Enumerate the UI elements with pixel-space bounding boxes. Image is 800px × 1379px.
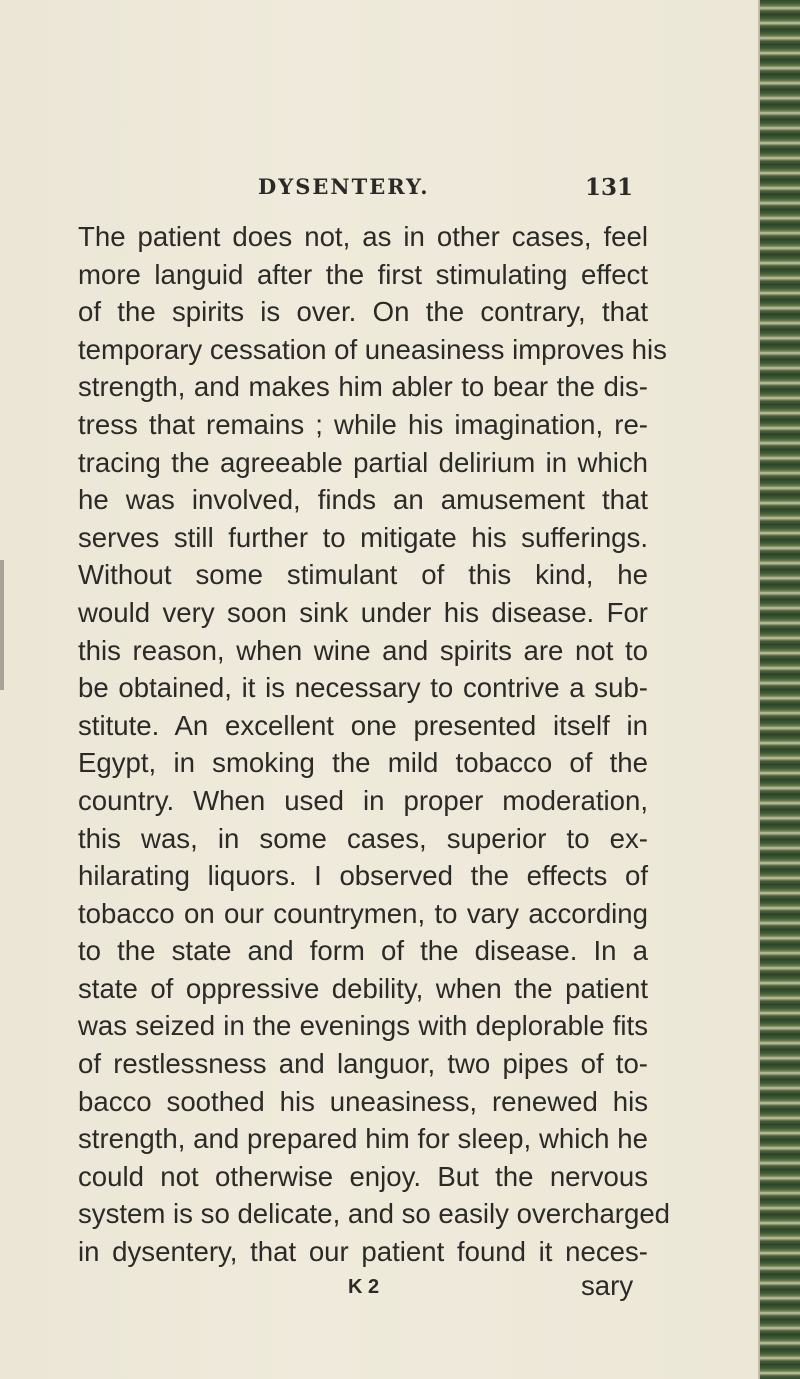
running-head-title: DYSENTERY. [258, 174, 430, 199]
text-line: of restlessness and languor, two pipes of to- [78, 1048, 648, 1080]
text-line: this was, in some cases, superior to ex- [78, 822, 648, 854]
book-binding [760, 0, 800, 1379]
text-line: of the spirits is over. On the contrary, that [78, 296, 648, 328]
text-line: strength, and prepared him for sleep, which he [78, 1123, 648, 1155]
text-line: was seized in the evenings with deplorable fits [78, 1010, 648, 1042]
footer [0, 1270, 760, 1316]
text-line: in dysentery, that our patient found it neces- [78, 1236, 648, 1268]
text-line: strength, and makes him abler to bear the dis- [78, 371, 648, 403]
text-line: temporary cessation of uneasiness improves his [78, 333, 667, 365]
text-line: system is so delicate, and so easily overcharged [78, 1198, 671, 1230]
text-line: stitute. An excellent one presented itself in [78, 709, 648, 741]
text-line: Egypt, in smoking the mild tobacco of the [78, 747, 648, 779]
text-line: serves still further to mitigate his sufferings. [78, 521, 648, 553]
text-line: tracing the agreeable partial delirium in which [78, 446, 648, 478]
text-line: Without some stimulant of this kind, he [78, 559, 648, 591]
text-line: tobacco on our countrymen, to vary according [78, 897, 648, 929]
text-line: more languid after the first stimulating effect [78, 258, 648, 290]
text-line: bacco soothed his uneasiness, renewed his [78, 1085, 648, 1117]
text-line: hilarating liquors. I observed the effects of [78, 860, 648, 892]
text-line: country. When used in proper moderation, [78, 784, 648, 816]
text-line: could not otherwise enjoy. But the nervous [78, 1160, 648, 1192]
signature-mark: K 2 [348, 1276, 380, 1298]
running-head [0, 174, 760, 214]
text-line: he was involved, finds an amusement that [78, 484, 648, 516]
body-text [78, 218, 671, 1271]
text-line: this reason, when wine and spirits are not to [78, 634, 648, 666]
catchword: sary [581, 1270, 634, 1301]
text-line: be obtained, it is necessary to contrive a sub- [78, 672, 648, 704]
text-line: state of oppressive debility, when the patient [78, 972, 648, 1004]
text-line: would very soon sink under his disease. For [78, 596, 648, 628]
page-edge-shadow [0, 560, 4, 690]
page-number: 131 [585, 174, 634, 201]
text-line: to the state and form of the disease. In a [78, 935, 648, 967]
text-line: The patient does not, as in other cases, feel [78, 221, 648, 252]
text-line: tress that remains ; while his imagination, re- [78, 408, 648, 440]
